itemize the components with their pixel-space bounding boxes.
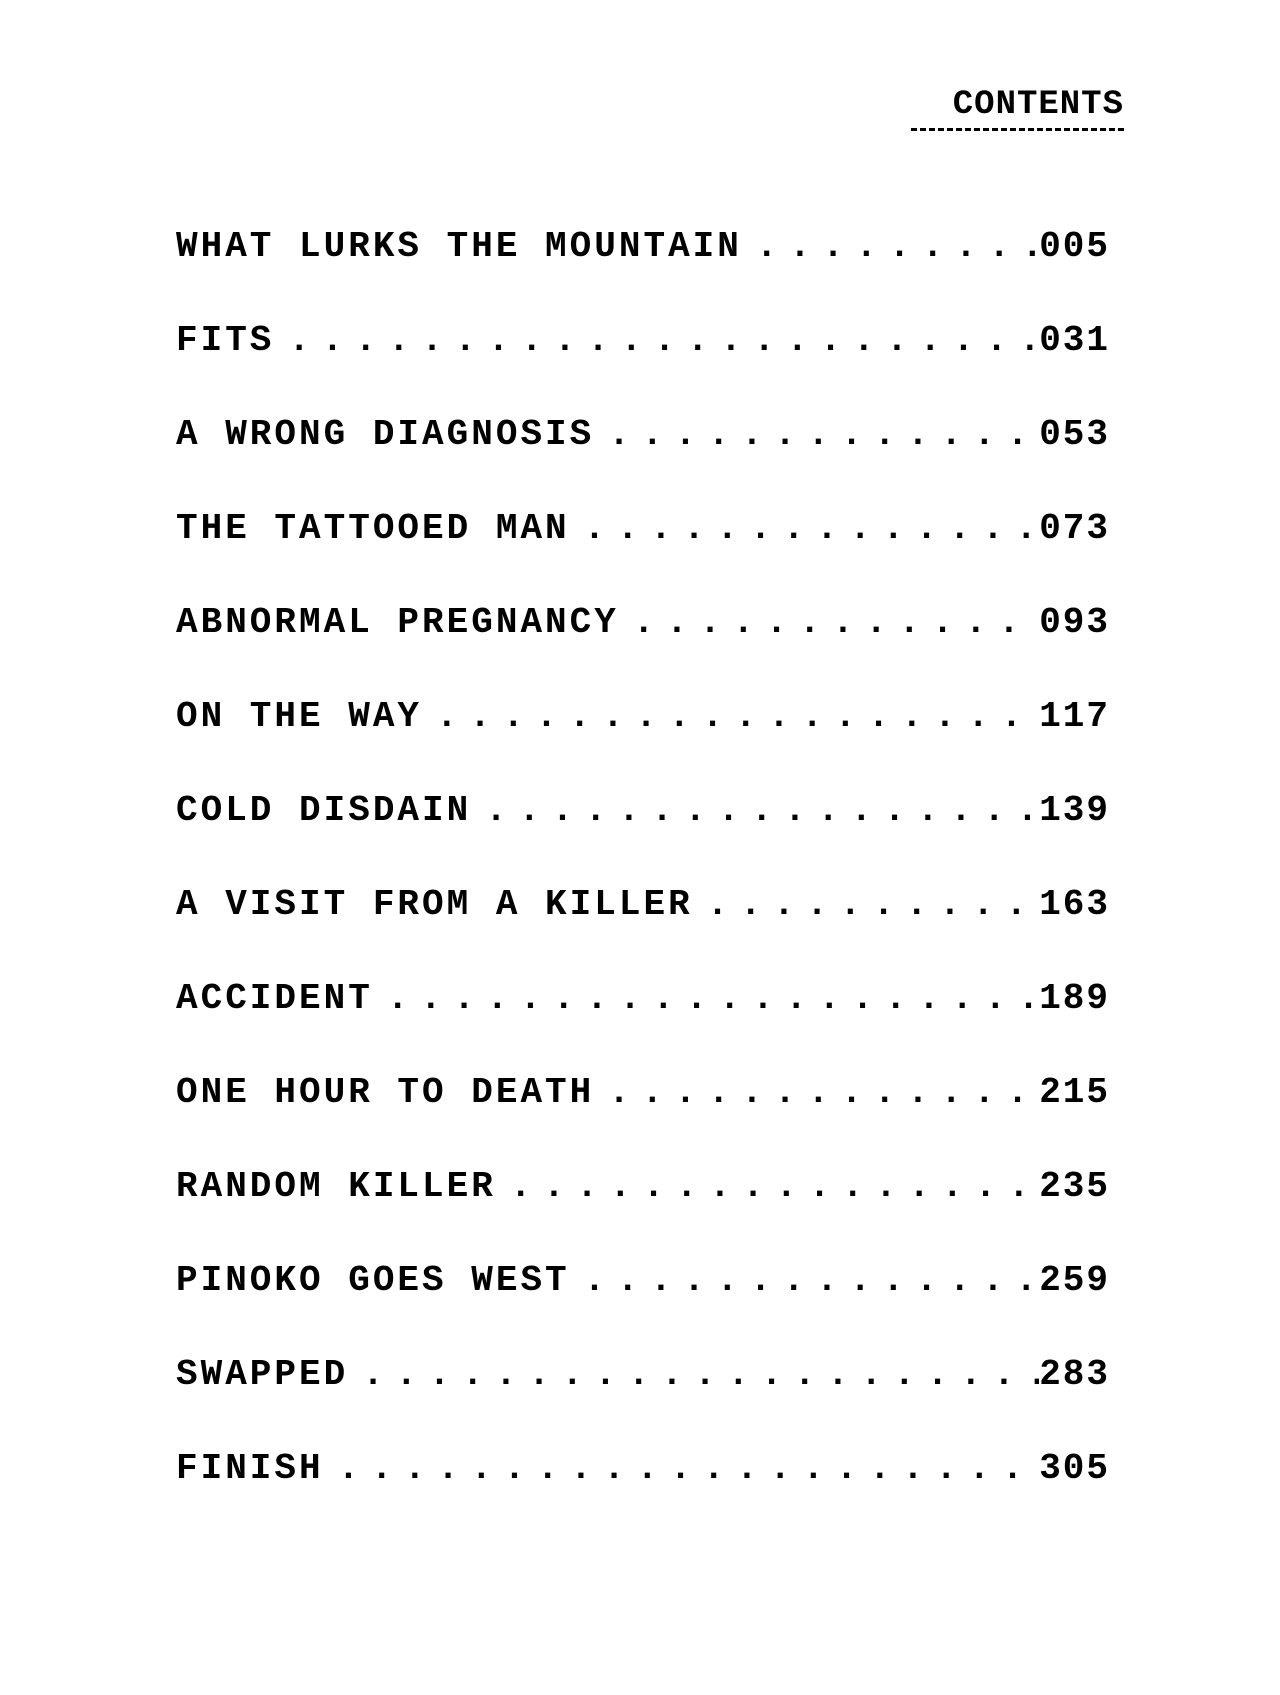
toc-entry-page: 235: [1039, 1166, 1110, 1207]
toc-entry-page: 305: [1039, 1448, 1110, 1489]
toc-entry-leader: [707, 884, 1040, 925]
toc-entry-page: 163: [1039, 884, 1110, 925]
toc-entry: [176, 1260, 1110, 1354]
toc-entry-page: 283: [1039, 1354, 1110, 1395]
toc-entry-leader: [338, 1448, 1040, 1489]
toc-entry-page: 053: [1039, 414, 1110, 455]
contents-heading: [953, 88, 1124, 131]
toc-entry-title: THE TATTOOED MAN: [176, 508, 570, 549]
toc-entry-leader: [584, 1260, 1040, 1301]
toc-entry-title: SWAPPED: [176, 1354, 349, 1395]
toc-entry-title: ONE HOUR TO DEATH: [176, 1072, 595, 1113]
toc-entry-title: ACCIDENT: [176, 978, 373, 1019]
toc-entry-leader: [608, 414, 1039, 455]
toc-entry-page: 117: [1039, 696, 1110, 737]
toc-entry-page: 139: [1039, 790, 1110, 831]
toc-entry-title: WHAT LURKS THE MOUNTAIN: [176, 226, 742, 267]
toc-entry-leader: [436, 696, 1039, 737]
toc-entry-title: ABNORMAL PREGNANCY: [176, 602, 619, 643]
toc-entry-page: 031: [1039, 320, 1110, 361]
table-of-contents: [176, 226, 1110, 1542]
toc-entry-title: A WRONG DIAGNOSIS: [176, 414, 595, 455]
toc-entry-title: PINOKO GOES WEST: [176, 1260, 570, 1301]
toc-entry-title: FITS: [176, 320, 275, 361]
toc-entry: [176, 1072, 1110, 1166]
toc-entry: [176, 602, 1110, 696]
toc-entry-page: 093: [1039, 602, 1110, 643]
toc-entry-leader: [288, 320, 1039, 361]
toc-entry-page: 073: [1039, 508, 1110, 549]
toc-entry: [176, 226, 1110, 320]
toc-entry-title: ON THE WAY: [176, 696, 423, 737]
toc-entry-leader: [362, 1354, 1039, 1395]
toc-entry-page: 215: [1039, 1072, 1110, 1113]
toc-entry: [176, 1448, 1110, 1542]
toc-entry: [176, 790, 1110, 884]
toc-entry-leader: [756, 226, 1039, 267]
toc-entry-leader: [584, 508, 1040, 549]
toc-entry-title: RANDOM KILLER: [176, 1166, 496, 1207]
toc-entry-leader: [485, 790, 1039, 831]
toc-entry: [176, 1354, 1110, 1448]
toc-entry-leader: [608, 1072, 1039, 1113]
toc-entry-title: FINISH: [176, 1448, 324, 1489]
toc-entry-title: A VISIT FROM A KILLER: [176, 884, 693, 925]
toc-entry-page: 189: [1039, 978, 1110, 1019]
toc-entry-leader: [510, 1166, 1039, 1207]
toc-entry-page: 259: [1039, 1260, 1110, 1301]
toc-entry: [176, 414, 1110, 508]
contents-heading-text: CONTENTS: [952, 86, 1124, 124]
toc-entry-page: 005: [1039, 226, 1110, 267]
toc-entry: [176, 1166, 1110, 1260]
toc-entry: [176, 696, 1110, 790]
toc-entry-title: COLD DISDAIN: [176, 790, 472, 831]
toc-entry: [176, 320, 1110, 414]
toc-entry: [176, 508, 1110, 602]
toc-entry-leader: [387, 978, 1039, 1019]
toc-entry: [176, 978, 1110, 1072]
contents-heading-underline: [911, 128, 1124, 131]
toc-entry: [176, 884, 1110, 978]
toc-entry-leader: [633, 602, 1039, 643]
